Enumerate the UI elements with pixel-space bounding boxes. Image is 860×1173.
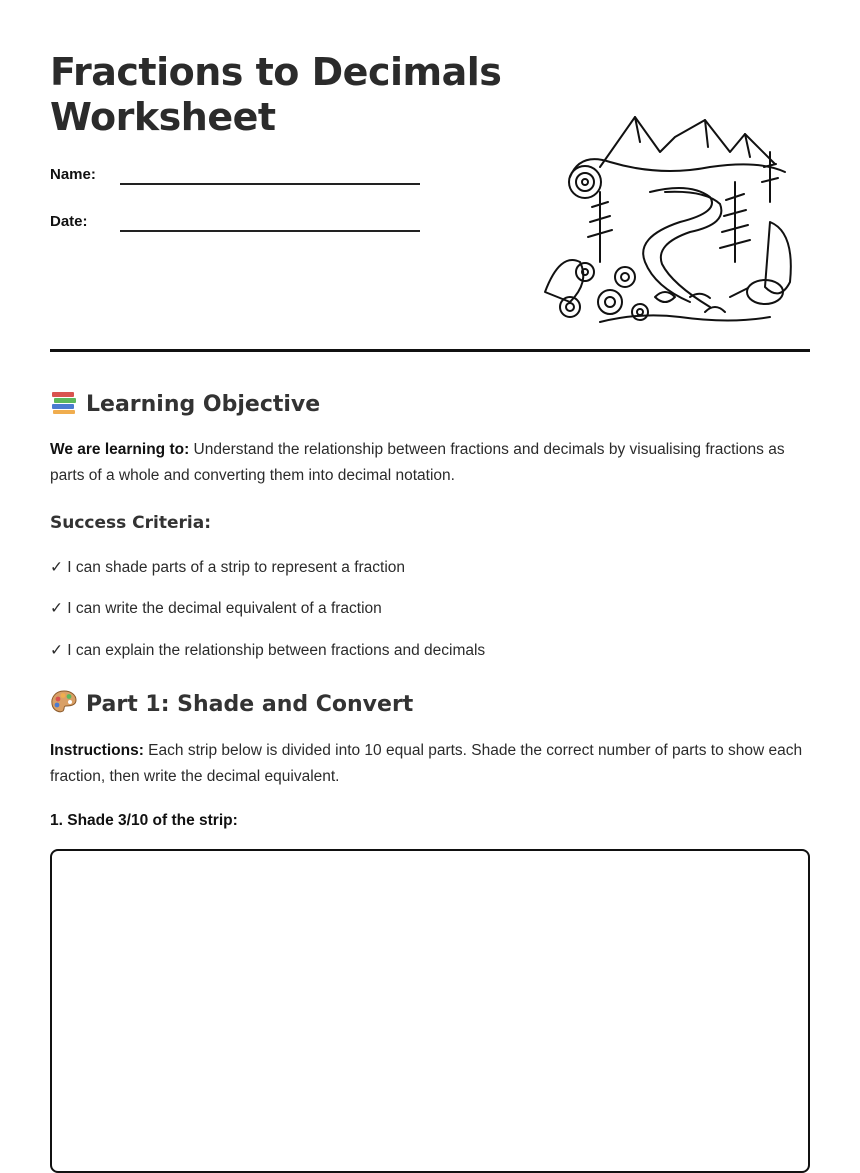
books-icon	[50, 389, 78, 415]
landscape-illustration	[540, 112, 800, 324]
objective-lead: We are learning to:	[50, 441, 190, 458]
date-label: Date:	[50, 213, 88, 230]
objective-body: Understand the relationship between fractions and decimals by visualising fractions as parts of a whole and converting them into decimal notation.	[50, 441, 785, 484]
date-line[interactable]	[120, 230, 420, 232]
learning-objective-title: Learning Objective	[86, 392, 321, 417]
success-criteria-heading: Success Criteria:	[50, 513, 212, 533]
name-label: Name:	[50, 166, 96, 183]
criteria-item: ✓ I can explain the relationship between fractions and decimals	[50, 642, 486, 659]
part1-title: Part 1: Shade and Convert	[86, 692, 414, 717]
palette-icon	[50, 689, 78, 715]
name-field[interactable]	[50, 166, 430, 196]
learning-objective-heading	[50, 389, 320, 417]
date-field[interactable]	[50, 213, 430, 243]
criteria-item: ✓ I can shade parts of a strip to represent a fraction	[50, 559, 406, 576]
part1-heading	[50, 689, 413, 717]
objective-text	[50, 437, 815, 489]
instructions-lead: Instructions:	[50, 742, 144, 759]
worksheet-title: Fractions to Decimals Worksheet	[50, 50, 502, 139]
instructions-body: Each strip below is divided into 10 equal parts. Shade the correct number of parts to show each fraction, then write the decimal equivalent.	[50, 742, 803, 785]
question-1-label: 1. Shade 3/10 of the strip:	[50, 812, 238, 829]
instructions-text	[50, 738, 815, 790]
name-line[interactable]	[120, 183, 420, 185]
shading-strip-box[interactable]	[50, 849, 810, 1173]
criteria-item: ✓ I can write the decimal equivalent of a fraction	[50, 600, 382, 617]
header-divider	[50, 349, 810, 352]
